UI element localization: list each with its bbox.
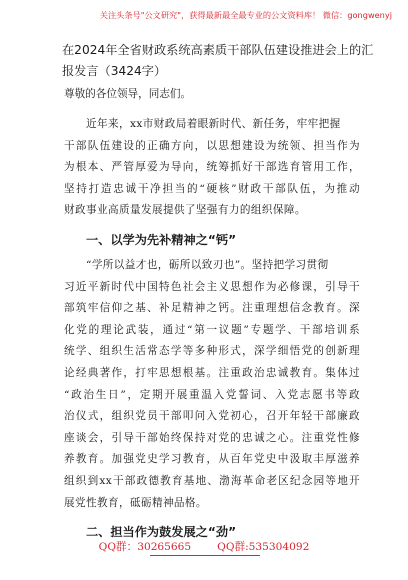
document-body — [64, 114, 360, 547]
paragraph-line: 近年来，xx市财政局着眼新时代、新任务，牢牢把握 — [86, 118, 341, 130]
paragraph-line: 展党性教育，砥砺精神品格。 — [64, 496, 207, 509]
paragraph-line: 习近平新时代中国特色社会主义思想作为必修课，引导干 — [64, 280, 360, 293]
salutation: 尊敬的各位领导，同志们。 — [64, 88, 192, 100]
paragraph-line: 为根本、严管厚爱为导向，统筹抓好干部选育管用工作， — [64, 161, 360, 174]
paragraph-line: 化党的理论武装，通过“第一议题”专题学、干部培训系 — [64, 323, 360, 336]
section-heading-2: 二、担当作为鼓发展之“劲” — [86, 525, 237, 540]
paragraph-line: 坚持打造忠诚干净担当的“硬核”财政干部队伍，为推动 — [64, 182, 360, 195]
qq-group-1: QQ群：30265665 — [98, 541, 192, 553]
paragraph-line: 干部队伍建设的正确方向，以思想建设为统领、担当作为 — [64, 139, 360, 152]
paragraph-line: 治仪式，组织党员干部叩问入党初心，召开年轻干部廉政 — [64, 410, 360, 423]
paragraph-line: “学所以益才也，砺所以致刃也”。坚持把学习贯彻 — [86, 258, 329, 271]
document-title — [62, 40, 374, 82]
paragraph-line: 财政事业高质量发展提供了坚强有力的组织保障。 — [64, 204, 306, 217]
paragraph-line: 座谈会，引导干部始终保持对党的忠诚之心。注重党性修 — [64, 431, 360, 444]
paragraph-line: 统学、组织生活常态学等多种形式，深学细悟党的创新理 — [64, 345, 360, 358]
footer-divider — [150, 555, 260, 556]
paragraph-line: “政治生日”，定期开展重温入党誓词、入党志愿书等政 — [64, 388, 360, 401]
paragraph-line: 论经典著作，打牢思想根基。注重政治忠诚教育。集体过 — [64, 366, 360, 379]
title-line-2: 报发言（3424字） — [62, 64, 167, 78]
qq-group-2: QQ群:535304092 — [217, 541, 310, 553]
paragraph-line: 养教育。加强党史学习教育，从百年党史中汲取丰厚滋养 — [64, 453, 360, 466]
section-heading-1: 一、以学为先补精神之“钙” — [86, 232, 237, 247]
paragraph-line: 组织到xx干部政德教育基地、渤海革命老区纪念园等地开 — [64, 474, 360, 487]
top-notice-text: 关注头条号"公文研究"，获得最新最全最专业的公文资料库！ 微信：gongwenyj — [99, 10, 392, 20]
paragraph-line: 部筑牢信仰之基、补足精神之钙。注重理想信念教育。深 — [64, 302, 360, 315]
title-line-1: 在2024年全省财政系统高素质干部队伍建设推进会上的汇 — [62, 43, 374, 57]
footer-contact — [0, 539, 408, 554]
